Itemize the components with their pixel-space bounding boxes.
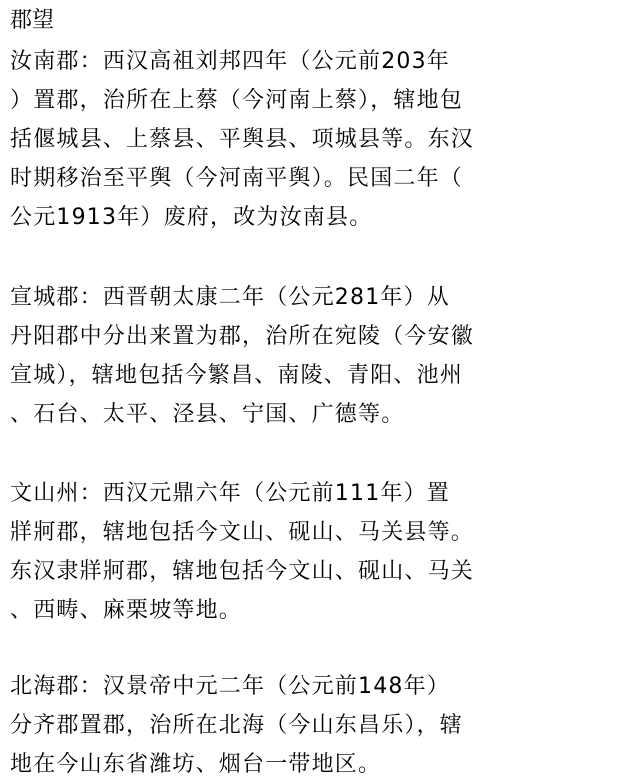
section-beihai	[10, 667, 634, 784]
text-line: 括偃城县、上蔡县、平舆县、项城县等。东汉	[10, 127, 475, 152]
section-wenshan	[10, 474, 634, 630]
text-line: 时期移治至平舆（今河南平舆）。民国二年（	[10, 166, 464, 191]
text-line: 宣城郡：西晋朝太康二年（公元281年）从	[10, 285, 450, 310]
text-line: 东汉隶牂牁郡，辖地包括今文山、砚山、马关	[10, 559, 475, 584]
section-xuancheng	[10, 278, 634, 434]
text-line: 北海郡：汉景帝中元二年（公元前148年）	[10, 674, 450, 699]
text-line: 、石台、太平、泾县、宁国、广德等。	[10, 402, 405, 427]
text-line: 汝南郡：西汉高祖刘邦四年（公元前203年	[10, 49, 450, 74]
text-line: 文山州：西汉元鼎六年（公元前111年）置	[10, 481, 450, 506]
document-title: 郡望	[10, 8, 55, 33]
text-line: 、西畴、麻栗坡等地。	[10, 598, 243, 623]
text-line: 公元1913年）废府，改为汝南县。	[10, 205, 373, 230]
text-line: 分齐郡置郡，治所在北海（今山东昌乐），辖	[10, 713, 464, 738]
text-line: ）置郡，治所在上蔡（今河南上蔡），辖地包	[10, 88, 464, 113]
text-line: 宣城），辖地包括今繁昌、南陵、青阳、池州	[10, 363, 464, 388]
text-line: 牂牁郡，辖地包括今文山、砚山、马关县等。	[10, 520, 475, 545]
section-runan	[10, 42, 634, 237]
text-line: 地在今山东省潍坊、烟台一带地区。	[10, 752, 382, 777]
text-line: 丹阳郡中分出来置为郡，治所在宛陵（今安徽	[10, 324, 475, 349]
